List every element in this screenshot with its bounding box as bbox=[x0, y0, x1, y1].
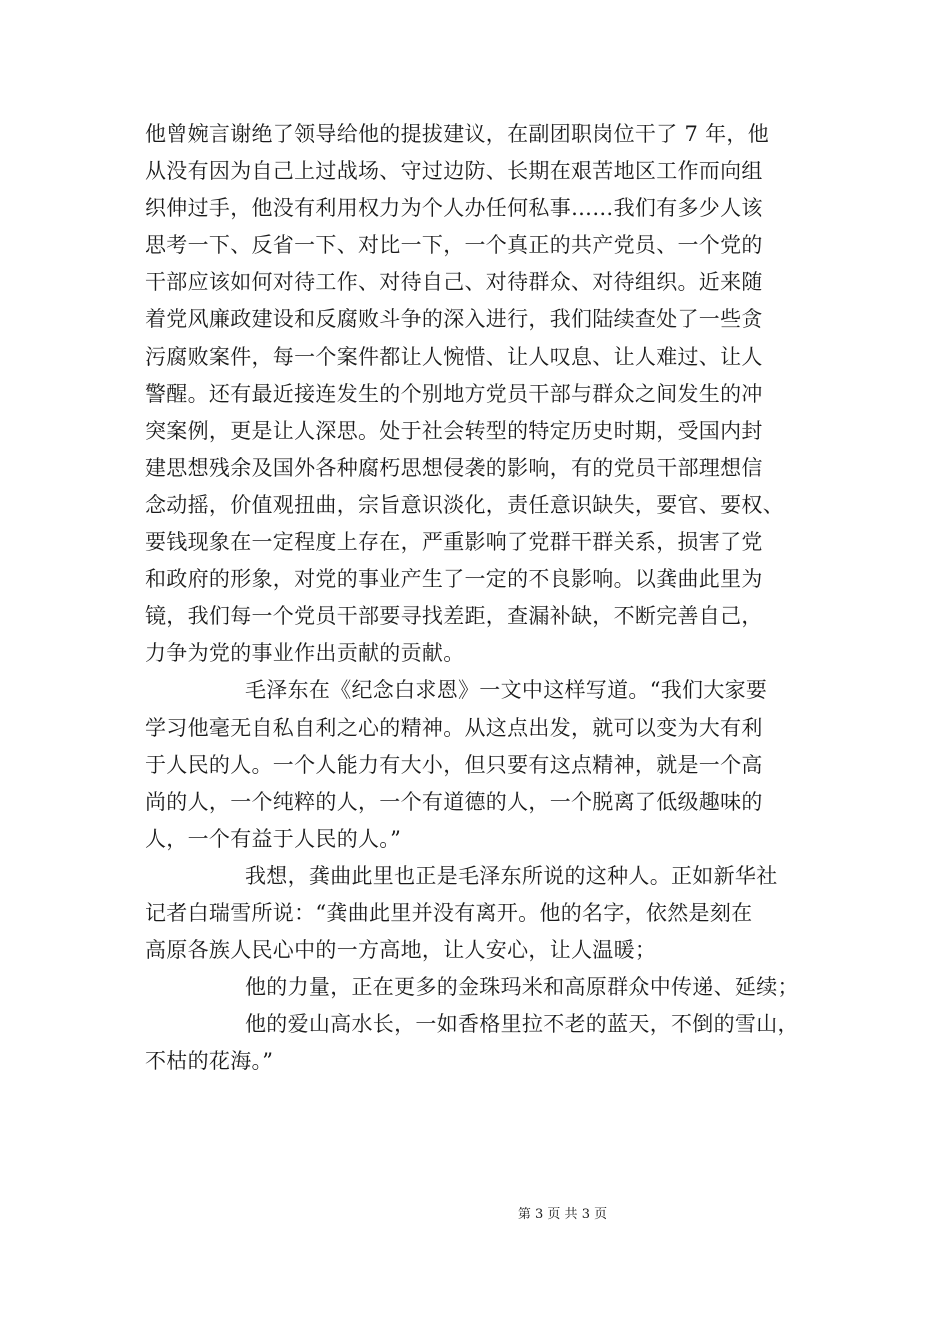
text-line-indented: 我想，龚曲此里也正是毛泽东所说的这种人。正如新华社 bbox=[245, 863, 778, 888]
document-body bbox=[145, 116, 825, 1080]
text-line: 从没有因为自己上过战场、守过边防、长期在艰苦地区工作而向组 bbox=[145, 159, 763, 184]
text-line: 要钱现象在一定程度上存在，严重影响了党群干群关系，损害了党 bbox=[145, 530, 763, 555]
text-line: 尚的人，一个纯粹的人，一个有道德的人，一个脱离了低级趣味的 bbox=[145, 789, 763, 814]
text-line: 思考一下、反省一下、对比一下，一个真正的共产党员、一个党的 bbox=[145, 233, 763, 258]
text-line-indented: 他的爱山高水长，一如香格里拉不老的蓝天，不倒的雪山， bbox=[245, 1012, 799, 1037]
text-line: 和政府的形象，对党的事业产生了一定的不良影响。以龚曲此里为 bbox=[145, 567, 763, 592]
text-line: 镜，我们每一个党员干部要寻找差距，查漏补缺，不断完善自己， bbox=[145, 604, 763, 629]
text-line-indented: 毛泽东在《纪念白求恩》一文中这样写道。“我们大家要 bbox=[245, 678, 768, 703]
text-line: 学习他毫无自私自利之心的精神。从这点出发，就可以变为大有利 bbox=[145, 715, 763, 740]
text-line: 记者白瑞雪所说：“龚曲此里并没有离开。他的名字，依然是刻在 bbox=[145, 900, 753, 925]
text-line: 于人民的人。一个人能力有大小，但只要有这点精神，就是一个高 bbox=[145, 752, 763, 777]
text-line: 织伸过手，他没有利用权力为个人办任何私事……我们有多少人该 bbox=[145, 196, 763, 221]
text-line: 建思想残余及国外各种腐朽思想侵袭的影响，有的党员干部理想信 bbox=[145, 455, 763, 480]
text-line-indented: 他的力量，正在更多的金珠玛米和高原群众中传递、延续； bbox=[245, 975, 799, 1000]
text-line: 不枯的花海。” bbox=[145, 1049, 274, 1074]
text-line: 高原各族人民心中的一方高地，让人安心，让人温暖； bbox=[145, 938, 657, 963]
text-line: 人，一个有益于人民的人。” bbox=[145, 826, 402, 851]
text-line: 他曾婉言谢绝了领导给他的提拔建议，在副团职岗位干了 7 年，他 bbox=[145, 122, 770, 146]
text-line: 警醒。还有最近接连发生的个别地方党员干部与群众之间发生的冲 bbox=[145, 381, 763, 406]
text-line: 着党风廉政建设和反腐败斗争的深入进行，我们陆续查处了一些贪 bbox=[145, 307, 763, 332]
text-line: 力争为党的事业作出贡献的贡献。 bbox=[145, 641, 465, 666]
text-line: 干部应该如何对待工作、对待自己、对待群众、对待组织。近来随 bbox=[145, 270, 763, 295]
text-line: 念动摇，价值观扭曲，宗旨意识淡化，责任意识缺失，要官、要权、 bbox=[145, 492, 784, 517]
text-line: 污腐败案件，每一个案件都让人惋惜、让人叹息、让人难过、让人 bbox=[145, 344, 763, 369]
text-line: 突案例，更是让人深思。处于社会转型的特定历史时期，受国内封 bbox=[145, 418, 763, 443]
page-number-footer: 第 3 页 共 3 页 bbox=[517, 1207, 608, 1222]
